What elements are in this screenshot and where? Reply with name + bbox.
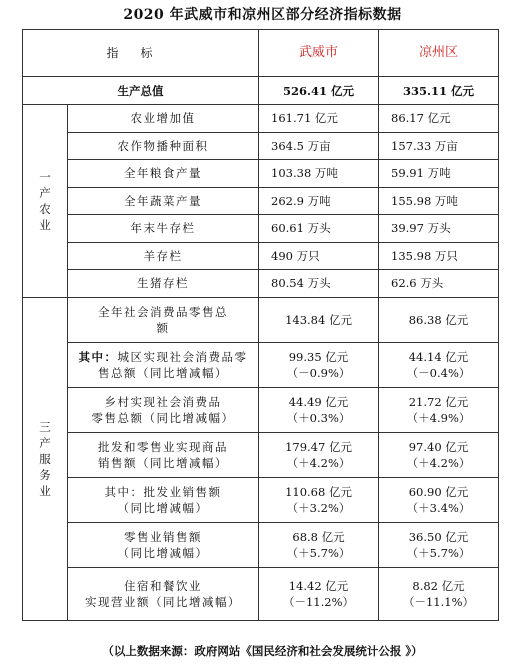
city1-header: 武威市 (259, 30, 379, 77)
primary-row (23, 187, 499, 215)
indicator-label-line1 (68, 349, 258, 365)
primary-row (23, 215, 499, 243)
value-city1: 80.54 万头 (259, 270, 379, 298)
primary-row (23, 242, 499, 270)
value-city2: 155.98 万吨 (379, 187, 499, 215)
value-city1 (259, 342, 379, 387)
yoy-change: （－0.4%） (406, 365, 471, 380)
indicator-label-line1 (68, 439, 258, 455)
value-city1 (259, 432, 379, 477)
yoy-change: （＋5.7%） (286, 545, 351, 560)
value-city2 (379, 477, 499, 522)
value-city1: 60.61 万头 (259, 215, 379, 243)
category-char: 三 (39, 419, 51, 434)
amount: 8.82 亿元 (412, 578, 465, 593)
amount: 99.35 亿元 (288, 349, 349, 364)
yoy-change: （－11.1%） (402, 594, 475, 609)
indicator-label: 羊存栏 (68, 242, 259, 270)
indicator-label (68, 342, 259, 387)
amount: 179.47 亿元 (285, 439, 352, 454)
value-city2: 59.91 万吨 (379, 160, 499, 188)
value-city2 (379, 297, 499, 342)
tertiary-row (23, 522, 499, 567)
indicator-table (22, 29, 499, 621)
city2-header: 凉州区 (379, 30, 499, 77)
indicator-label (68, 387, 259, 432)
indicator-label-line2: 售总额（同比增减幅） (98, 365, 228, 380)
indicator-label (68, 477, 259, 522)
indicator-label-line1 (68, 484, 258, 500)
value-city1: 490 万只 (259, 242, 379, 270)
indicator-label-line1 (68, 394, 258, 410)
indicator-label-line2: 零售总额（同比增减幅） (91, 410, 235, 425)
indicator-text: 零售业销售额 (124, 529, 202, 544)
amount: 97.40 亿元 (408, 439, 469, 454)
value-city1 (259, 297, 379, 342)
amount: 68.8 亿元 (292, 529, 345, 544)
indicator-label: 农作物播种面积 (68, 132, 259, 160)
indicator-prefix: 其中： (78, 349, 118, 364)
gdp-value-city1: 526.41 亿元 (259, 77, 379, 105)
value-city2 (379, 342, 499, 387)
category-char: 产 (39, 435, 51, 450)
value-city2 (379, 387, 499, 432)
value-city1 (259, 387, 379, 432)
yoy-change: （＋4.2%） (286, 455, 351, 470)
amount: 60.90 亿元 (408, 484, 469, 499)
indicator-label (68, 432, 259, 477)
value-city2 (379, 522, 499, 567)
primary-row (23, 160, 499, 188)
value-city1 (259, 477, 379, 522)
yoy-change: （＋4.2%） (406, 455, 471, 470)
indicator-label-line2: 销售额（同比增减幅） (98, 455, 228, 470)
yoy-change: （＋4.9%） (406, 410, 471, 425)
indicator-label (68, 567, 259, 620)
tertiary-row (23, 477, 499, 522)
indicator-label-line2: （同比增减幅） (117, 500, 209, 515)
indicator-header: 指标 (23, 30, 259, 77)
category-char: 产 (39, 185, 51, 200)
tertiary-row (23, 432, 499, 477)
indicator-label (68, 297, 259, 342)
yoy-change: （＋3.2%） (286, 500, 351, 515)
category-char: 业 (39, 217, 51, 232)
indicator-label-line1 (68, 578, 258, 594)
indicator-label: 全年蔬菜产量 (68, 187, 259, 215)
gdp-value-city2: 335.11 亿元 (379, 77, 499, 105)
value-city2: 86.17 亿元 (379, 105, 499, 133)
gdp-label: 生产总值 (23, 77, 259, 105)
value-city2 (379, 432, 499, 477)
indicator-text: 城区实现社会消费品零 (117, 349, 248, 364)
category-tertiary-industry (23, 297, 68, 620)
category-char: 农 (39, 201, 51, 216)
tertiary-row (23, 342, 499, 387)
indicator-text: 全年社会消费品零售总 (98, 304, 228, 319)
indicator-label: 农业增加值 (68, 105, 259, 133)
value-city2: 157.33 万亩 (379, 132, 499, 160)
indicator-label (68, 522, 259, 567)
tertiary-row (23, 297, 499, 342)
indicator-label-line2: 额 (156, 320, 170, 335)
category-char: 服 (39, 451, 51, 466)
indicator-label: 年末牛存栏 (68, 215, 259, 243)
page-title: 2020 年武威市和凉州区部分经济指标数据 (123, 7, 402, 23)
amount: 110.68 亿元 (285, 484, 352, 499)
indicator-label: 生猪存栏 (68, 270, 259, 298)
primary-row (23, 105, 499, 133)
indicator-label-line1 (68, 304, 258, 320)
amount: 21.72 亿元 (408, 394, 469, 409)
value-city2: 135.98 万只 (379, 242, 499, 270)
primary-row (23, 270, 499, 298)
value-city1: 262.9 万吨 (259, 187, 379, 215)
category-char: 业 (39, 483, 51, 498)
amount: 143.84 亿元 (285, 312, 352, 327)
indicator-label-line2: （同比增减幅） (117, 545, 209, 560)
value-city2 (379, 567, 499, 620)
amount: 14.42 亿元 (288, 578, 349, 593)
amount: 86.38 亿元 (408, 312, 469, 327)
gdp-row (23, 77, 499, 105)
tertiary-row (23, 387, 499, 432)
value-city1: 161.71 亿元 (259, 105, 379, 133)
value-city1: 103.38 万吨 (259, 160, 379, 188)
header-row (23, 30, 499, 77)
yoy-change: （＋0.3%） (286, 410, 351, 425)
indicator-label: 全年粮食产量 (68, 160, 259, 188)
category-char: 务 (39, 467, 51, 482)
category-char: 一 (39, 169, 51, 184)
amount: 44.49 亿元 (288, 394, 349, 409)
indicator-label-line1 (68, 529, 258, 545)
indicator-text: 乡村实现社会消费品 (104, 394, 222, 409)
yoy-change: （＋3.4%） (406, 500, 471, 515)
indicator-label-line2: 实现营业额（同比增减幅） (85, 594, 241, 609)
value-city2: 39.97 万头 (379, 215, 499, 243)
tertiary-row (23, 567, 499, 620)
primary-row (23, 132, 499, 160)
value-city1: 364.5 万亩 (259, 132, 379, 160)
value-city2: 62.6 万头 (379, 270, 499, 298)
value-city1 (259, 522, 379, 567)
value-city1 (259, 567, 379, 620)
indicator-text: 其中：批发业销售额 (104, 484, 222, 499)
indicator-text: 批发和零售业实现商品 (98, 439, 228, 454)
yoy-change: （＋5.7%） (406, 545, 471, 560)
category-primary-industry (23, 105, 68, 298)
yoy-change: （－11.2%） (282, 594, 355, 609)
amount: 44.14 亿元 (408, 349, 469, 364)
amount: 36.50 亿元 (408, 529, 469, 544)
source-note: （以上数据来源：政府网站《国民经济和社会发展统计公报 》） (102, 644, 423, 658)
indicator-text: 住宿和餐饮业 (124, 578, 202, 593)
yoy-change: （－0.9%） (286, 365, 351, 380)
